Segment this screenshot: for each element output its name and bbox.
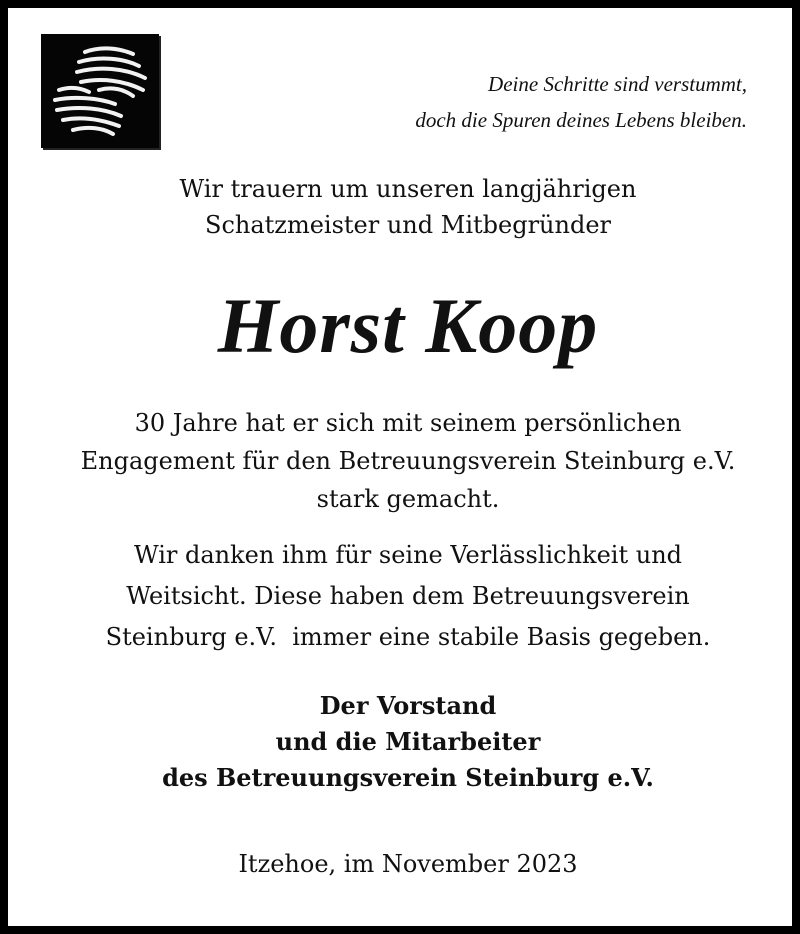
signoff-line: des Betreuungsverein Steinburg e.V.: [162, 763, 654, 792]
intro-line: Schatzmeister und Mitbegründer: [205, 211, 611, 239]
tribute-line: stark gemacht.: [316, 485, 500, 513]
deceased-name: Horst Koop: [217, 282, 599, 369]
intro-line: Wir trauern um unseren langjährigen: [179, 175, 637, 203]
hands-icon: [41, 34, 159, 148]
intro-text: [8, 171, 800, 243]
thanks-paragraph: [8, 535, 800, 658]
quote-line: doch die Spuren deines Lebens bleiben.: [415, 108, 747, 132]
memorial-quote: [327, 66, 747, 138]
place-date: Itzehoe, im November 2023: [238, 850, 578, 878]
signoff: [8, 688, 800, 796]
signoff-line: Der Vorstand: [319, 691, 497, 720]
quote-line: Deine Schritte sind verstummt,: [488, 72, 747, 96]
tribute-line: 30 Jahre hat er sich mit seinem persönlichen: [134, 409, 682, 437]
tribute-line: Engagement für den Betreuungsverein Steinburg e.V.: [80, 447, 736, 475]
signoff-line: und die Mitarbeiter: [275, 727, 541, 756]
thanks-line: Weitsicht. Diese haben dem Betreuungsverein: [126, 582, 690, 610]
thanks-line: Steinburg e.V. immer eine stabile Basis gegeben.: [105, 623, 711, 651]
tribute-paragraph: [8, 404, 800, 518]
thanks-line: Wir danken ihm für seine Verlässlichkeit und: [133, 541, 683, 569]
